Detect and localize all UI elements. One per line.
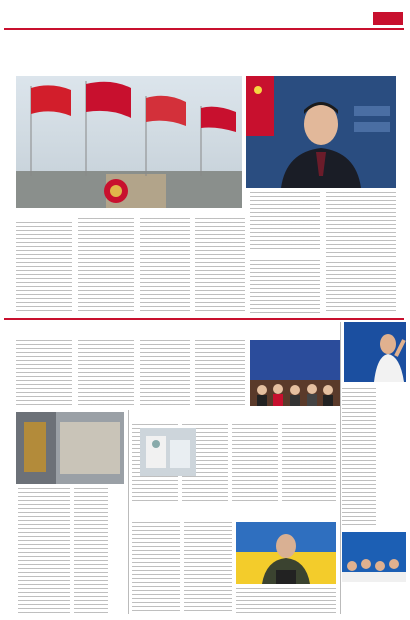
flags-photo — [16, 76, 242, 208]
right-column-body — [342, 388, 376, 528]
commerce-ministry-photo — [16, 412, 124, 484]
thai-rally-photo — [344, 322, 406, 382]
thai-crowd-photo-art — [342, 532, 406, 582]
story2-body-col3 — [140, 340, 190, 408]
story4-body-col2 — [184, 522, 232, 614]
pingpong-event-photo — [250, 340, 340, 406]
top-story-body-col3 — [140, 218, 190, 314]
section-divider — [4, 318, 404, 320]
thai-rally-photo-art — [344, 322, 406, 382]
top-story-body-col1 — [16, 222, 72, 314]
semiconductor-photo — [140, 428, 196, 476]
commerce-ministry-photo-art — [16, 412, 124, 484]
zelensky-photo — [236, 522, 336, 584]
story4-body-col1 — [132, 522, 180, 614]
semiconductor-photo-art — [140, 428, 196, 476]
flags-photo-art — [16, 76, 242, 208]
left-column-rule — [128, 410, 129, 614]
spokesperson-photo-art — [246, 76, 396, 188]
top-story-body-col4 — [195, 218, 245, 314]
story3-body-col4 — [282, 424, 336, 502]
story3-body-col3 — [232, 424, 278, 502]
story2-body-col4 — [195, 340, 245, 408]
top-story-body-col5 — [250, 192, 320, 252]
top-story-body-col8 — [326, 262, 396, 314]
story2-body-col1 — [16, 340, 72, 408]
story4-body-col3 — [236, 588, 336, 614]
top-story-body-col6 — [326, 192, 396, 258]
spokesperson-photo — [246, 76, 396, 188]
zelensky-photo-art — [236, 522, 336, 584]
page-number-badge — [373, 12, 403, 25]
top-story-body-col2 — [78, 218, 134, 314]
header-rule — [4, 28, 404, 30]
story2-body-col2 — [78, 340, 134, 408]
side-story-body-col1 — [18, 488, 70, 614]
top-story-body-col7 — [250, 260, 320, 314]
thai-crowd-photo — [342, 532, 406, 582]
right-column-rule — [340, 322, 341, 614]
pingpong-event-photo-art — [250, 340, 340, 406]
side-story-body-col2 — [74, 488, 108, 614]
